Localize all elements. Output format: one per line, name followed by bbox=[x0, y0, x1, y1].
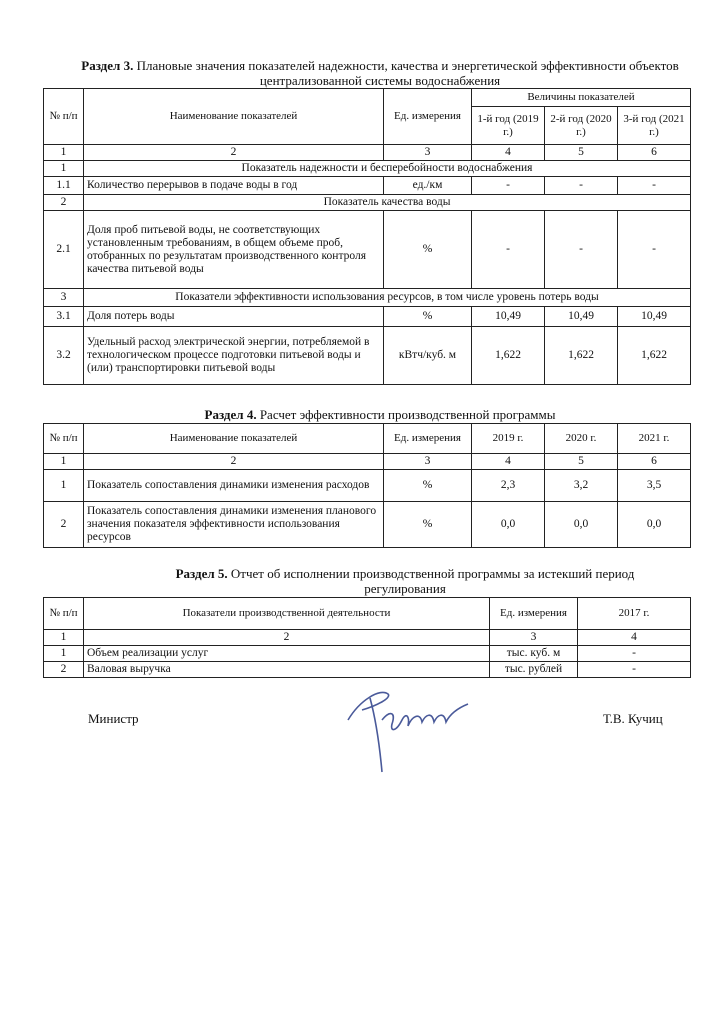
colnum-row bbox=[44, 630, 691, 646]
row-value: 0,0 bbox=[545, 502, 618, 548]
row-name: Количество перерывов в подаче воды в год bbox=[84, 177, 384, 195]
row-unit: кВтч/куб. м bbox=[384, 327, 472, 385]
colnum: 2 bbox=[84, 630, 490, 646]
row-value: 0,0 bbox=[618, 502, 691, 548]
section3-table bbox=[43, 88, 691, 385]
colnum: 4 bbox=[578, 630, 691, 646]
row-value: 10,49 bbox=[545, 307, 618, 327]
row-value: 2,3 bbox=[472, 470, 545, 502]
table-group-row bbox=[44, 195, 691, 211]
section3-title-text: Плановые значения показателей надежности, качества и энергетической эффективности объектов централизованной системы водоснабжения bbox=[133, 58, 679, 88]
row-value: 1,622 bbox=[618, 327, 691, 385]
table-row bbox=[44, 662, 691, 678]
row-unit: ед./км bbox=[384, 177, 472, 195]
row-value: - bbox=[618, 211, 691, 289]
section4-title bbox=[60, 407, 700, 422]
row-num: 3 bbox=[44, 289, 84, 307]
group-title: Показатель надежности и бесперебойности водоснабжения bbox=[84, 161, 691, 177]
table-row bbox=[44, 307, 691, 327]
header-year1: 2019 г. bbox=[472, 424, 545, 454]
colnum: 1 bbox=[44, 145, 84, 161]
section4-table bbox=[43, 423, 691, 548]
colnum: 1 bbox=[44, 454, 84, 470]
row-value: 0,0 bbox=[472, 502, 545, 548]
header-unit: Ед. измерения bbox=[384, 89, 472, 145]
header-year3: 2021 г. bbox=[618, 424, 691, 454]
group-title: Показатель качества воды bbox=[84, 195, 691, 211]
table-row bbox=[44, 646, 691, 662]
row-value: - bbox=[545, 177, 618, 195]
colnum: 3 bbox=[384, 145, 472, 161]
row-num: 2 bbox=[44, 195, 84, 211]
colnum: 3 bbox=[384, 454, 472, 470]
row-num: 1 bbox=[44, 161, 84, 177]
colnum: 4 bbox=[472, 145, 545, 161]
header-num: № п/п bbox=[44, 598, 84, 630]
header-name: Наименование показателей bbox=[84, 89, 384, 145]
row-value: 3,2 bbox=[545, 470, 618, 502]
table-group-row bbox=[44, 161, 691, 177]
table-row bbox=[44, 327, 691, 385]
row-name: Доля проб питьевой воды, не соответствующих установленным требованиям, в общем объеме проб, отобранных по результатам производственного контроля качества питьевой воды bbox=[84, 211, 384, 289]
header-name: Показатели производственной деятельности bbox=[84, 598, 490, 630]
row-value: - bbox=[578, 646, 691, 662]
signatory-name: Т.В. Кучиц bbox=[603, 711, 663, 726]
colnum: 1 bbox=[44, 630, 84, 646]
row-unit: % bbox=[384, 307, 472, 327]
row-unit: % bbox=[384, 211, 472, 289]
section4-title-text: Расчет эффективности производственной программы bbox=[256, 407, 556, 422]
header-unit: Ед. измерения bbox=[384, 424, 472, 454]
row-num: 2 bbox=[44, 502, 84, 548]
row-value: - bbox=[472, 177, 545, 195]
section5-table bbox=[43, 597, 691, 678]
colnum: 5 bbox=[545, 145, 618, 161]
row-num: 1 bbox=[44, 470, 84, 502]
header-year2: 2-й год (2020 г.) bbox=[545, 107, 618, 145]
table-row bbox=[44, 177, 691, 195]
row-name: Показатель сопоставления динамики изменения планового значения показателя эффективности использования ресурсов bbox=[84, 502, 384, 548]
signature bbox=[340, 680, 490, 780]
section5-title-text: Отчет об исполнении производственной программы за истекший период регулирования bbox=[227, 566, 635, 596]
row-num: 1.1 bbox=[44, 177, 84, 195]
row-value: - bbox=[472, 211, 545, 289]
table-row bbox=[44, 502, 691, 548]
colnum: 2 bbox=[84, 145, 384, 161]
header-num: № п/п bbox=[44, 424, 84, 454]
header-num: № п/п bbox=[44, 89, 84, 145]
section5-title bbox=[150, 566, 660, 596]
row-name: Показатель сопоставления динамики изменения расходов bbox=[84, 470, 384, 502]
row-name: Валовая выручка bbox=[84, 662, 490, 678]
table-row bbox=[44, 211, 691, 289]
row-num: 2.1 bbox=[44, 211, 84, 289]
row-unit: тыс. куб. м bbox=[490, 646, 578, 662]
row-value: 10,49 bbox=[472, 307, 545, 327]
header-year3: 3-й год (2021 г.) bbox=[618, 107, 691, 145]
row-unit: % bbox=[384, 502, 472, 548]
colnum: 6 bbox=[618, 454, 691, 470]
header-year1: 1-й год (2019 г.) bbox=[472, 107, 545, 145]
group-title: Показатели эффективности использования ресурсов, в том числе уровень потерь воды bbox=[84, 289, 691, 307]
row-num: 3.2 bbox=[44, 327, 84, 385]
header-name: Наименование показателей bbox=[84, 424, 384, 454]
colnum: 2 bbox=[84, 454, 384, 470]
colnum: 5 bbox=[545, 454, 618, 470]
row-name: Доля потерь воды bbox=[84, 307, 384, 327]
table-row bbox=[44, 470, 691, 502]
header-year2: 2020 г. bbox=[545, 424, 618, 454]
row-num: 2 bbox=[44, 662, 84, 678]
colnum-row bbox=[44, 454, 691, 470]
row-num: 1 bbox=[44, 646, 84, 662]
colnum-row bbox=[44, 145, 691, 161]
row-unit: % bbox=[384, 470, 472, 502]
table-group-row bbox=[44, 289, 691, 307]
row-value: - bbox=[545, 211, 618, 289]
colnum: 3 bbox=[490, 630, 578, 646]
header-unit: Ед. измерения bbox=[490, 598, 578, 630]
row-unit: тыс. рублей bbox=[490, 662, 578, 678]
header-year: 2017 г. bbox=[578, 598, 691, 630]
colnum: 6 bbox=[618, 145, 691, 161]
row-value: 10,49 bbox=[618, 307, 691, 327]
section3-title-bold: Раздел 3. bbox=[81, 58, 134, 73]
row-value: 1,622 bbox=[472, 327, 545, 385]
section5-title-bold: Раздел 5. bbox=[175, 566, 228, 581]
row-value: - bbox=[578, 662, 691, 678]
header-values-group: Величины показателей bbox=[472, 89, 691, 107]
row-value: - bbox=[618, 177, 691, 195]
section4-title-bold: Раздел 4. bbox=[204, 407, 257, 422]
section3-title bbox=[60, 58, 700, 88]
row-name: Удельный расход электрической энергии, потребляемой в технологическом процессе подготовки питьевой воды и (или) транспортировки питьевой воды bbox=[84, 327, 384, 385]
row-num: 3.1 bbox=[44, 307, 84, 327]
signatory-position: Министр bbox=[88, 711, 139, 726]
row-value: 1,622 bbox=[545, 327, 618, 385]
row-value: 3,5 bbox=[618, 470, 691, 502]
colnum: 4 bbox=[472, 454, 545, 470]
row-name: Объем реализации услуг bbox=[84, 646, 490, 662]
